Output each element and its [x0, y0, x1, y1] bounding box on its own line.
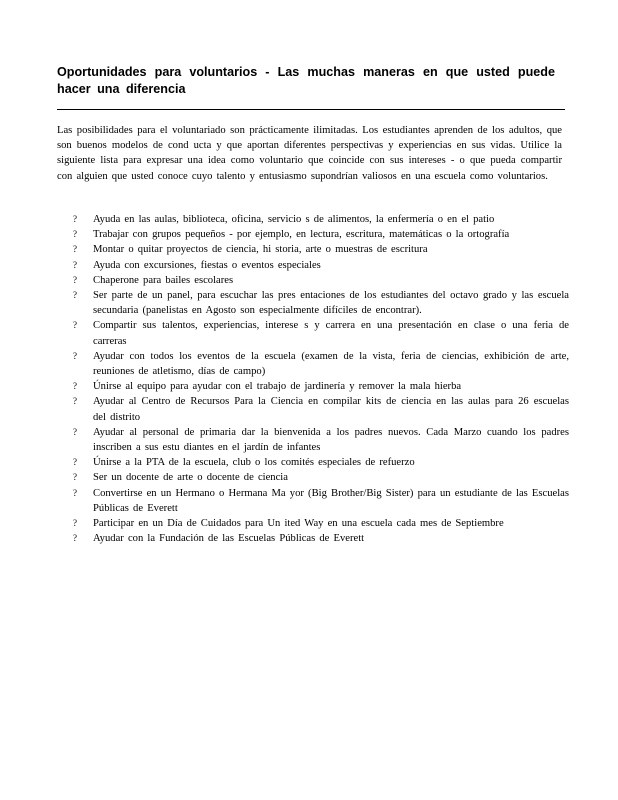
list-item-text: Ayudar con la Fundación de las Escuelas Públicas de Everett	[93, 533, 365, 545]
bullet-icon: ?	[73, 457, 77, 468]
bullet-icon: ?	[73, 290, 77, 301]
list-item-text: Ayudar al Centro de Recursos Para la Ciencia en compilar kits de ciencia en las aulas para 26 escuelas del distrito	[93, 396, 569, 423]
list-item	[73, 288, 569, 318]
list-item-text: Participar en un Día de Cuidados para Un ited Way en una escuela cada mes de Septiembre	[93, 518, 504, 530]
list-item	[73, 242, 569, 257]
list-item	[73, 318, 569, 348]
list-item-text: Compartir sus talentos, experiencias, interese s y carrera en una presentación en clase o una feria de carreras	[93, 320, 569, 347]
bullet-icon: ?	[73, 214, 77, 224]
list-item	[73, 470, 569, 485]
document-title: Oportunidades para voluntarios - Las muchas maneras en que usted puede hacer una diferencia	[57, 65, 555, 96]
list-item	[73, 486, 569, 516]
list-item	[73, 258, 569, 273]
list-item-text: Ser un docente de arte o docente de ciencia	[93, 472, 288, 484]
bullet-icon: ?	[73, 472, 77, 483]
list-item	[73, 516, 569, 531]
list-item-text: Únirse a la PTA de la escuela, club o los comités especiales de refuerzo	[93, 457, 415, 469]
bullet-icon: ?	[73, 426, 77, 437]
bullet-icon: ?	[73, 518, 77, 529]
list-item	[73, 425, 569, 455]
bullet-icon: ?	[73, 533, 77, 544]
list-item-text: Chaperone para bailes escolares	[93, 274, 234, 286]
bullet-icon: ?	[73, 274, 77, 285]
list-item	[73, 455, 569, 470]
list-item-text: Ayudar al personal de primaria dar la bienvenida a los padres nuevos. Cada Marzo cuando los padres inscriben a sus estu diantes en el jardín de infantes	[93, 426, 569, 454]
list-item	[73, 227, 569, 242]
bullet-icon: ?	[73, 396, 77, 407]
list-item-text: Trabajar con grupos pequeños - por ejemplo, en lectura, escritura, matemáticas o la ortografía	[93, 229, 510, 241]
intro-paragraph: Las posibilidades para el voluntariado son prácticamente ilimitadas. Los estudiantes aprenden de los adultos, que son buenos modelos de cond ucta y que aportan diferentes perspectivas y experiencias en sus vidas. Utilice la siguiente lista para expresar una idea como voluntario que coincide con sus intereses - o que pueda compartir con alguien que usted conoce cuyo talento y entusiasmo supondrían valiosos en una escuela como voluntarios.	[57, 125, 562, 182]
list-item	[73, 531, 569, 546]
list-item-text: Convertirse en un Hermano o Hermana Ma yor (Big Brother/Big Sister) para un estudiante de las Escuelas Públicas de Everett	[93, 487, 569, 514]
list-item-text: Ser parte de un panel, para escuchar las pres entaciones de los estudiantes del octavo grado y las escuela secundaria (panelistas en Agosto son especialmente difíciles de encontrar).	[93, 290, 569, 317]
list-item	[73, 273, 569, 288]
list-item	[73, 394, 569, 424]
title-divider	[57, 109, 565, 110]
list-item-text: Montar o quitar proyectos de ciencia, hi storia, arte o muestras de escritura	[93, 244, 428, 256]
list-item	[73, 379, 569, 394]
list-item-text: Únirse al equipo para ayudar con el trabajo de jardinería y remover la mala hierba	[93, 381, 462, 393]
bullet-icon: ?	[73, 487, 77, 498]
bullet-icon: ?	[73, 320, 77, 331]
list-item-text: Ayuda con excursiones, fiestas o eventos especiales	[93, 259, 321, 271]
list-item	[73, 212, 569, 227]
list-item-text: Ayuda en las aulas, biblioteca, oficina, servicio s de alimentos, la enfermería o en el patio	[93, 214, 495, 225]
volunteer-opportunities-list	[73, 212, 569, 546]
bullet-icon: ?	[73, 350, 77, 361]
bullet-icon: ?	[73, 229, 77, 240]
list-item	[73, 349, 569, 379]
bullet-icon: ?	[73, 381, 77, 392]
list-item-text: Ayudar con todos los eventos de la escuela (examen de la vista, feria de ciencias, exhibición de arte, reuniones de atletismo, días de campo)	[93, 350, 569, 378]
bullet-icon: ?	[73, 259, 77, 270]
bullet-icon: ?	[73, 244, 77, 255]
